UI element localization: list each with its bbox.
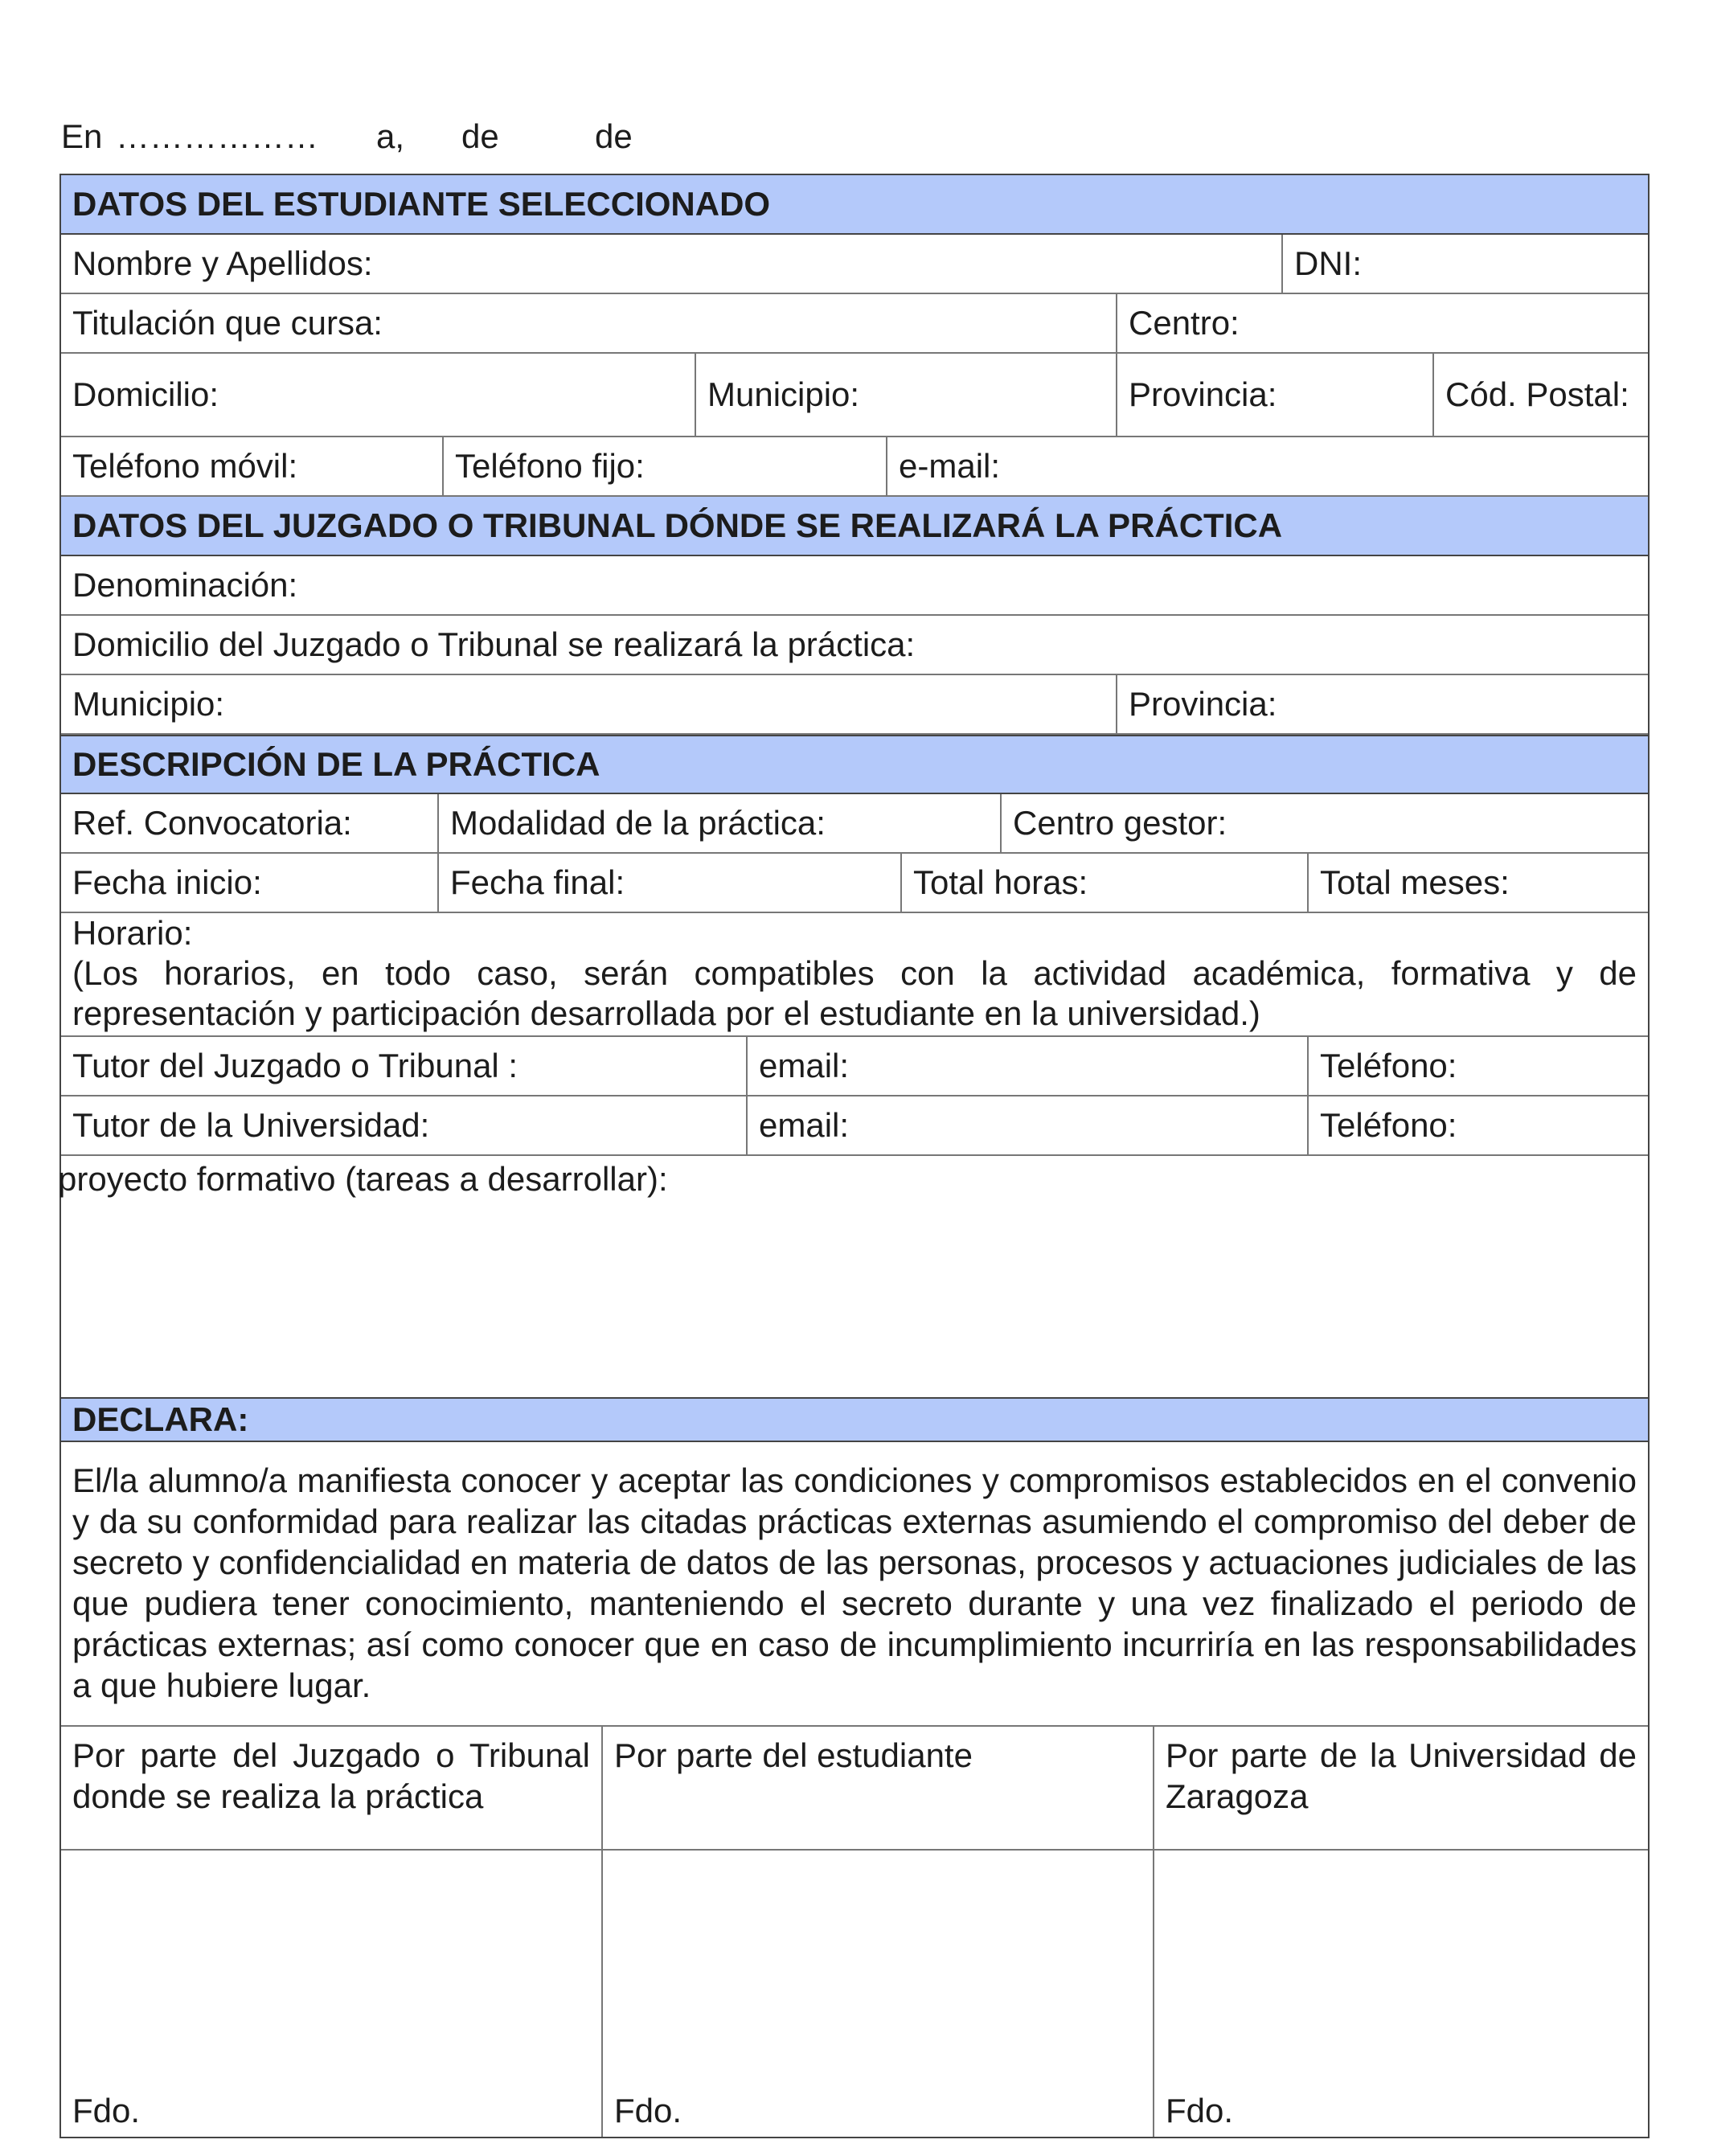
provincia-field[interactable]: Provincia: xyxy=(1116,354,1432,436)
practice-form xyxy=(59,174,1650,2138)
court-row-location xyxy=(61,675,1648,735)
date-en-label: En xyxy=(61,117,103,155)
domicilio-field[interactable]: Domicilio: xyxy=(72,375,219,413)
declara-text-row xyxy=(61,1442,1648,1727)
practice-row-ref xyxy=(61,794,1648,854)
court-domicilio-field[interactable]: Domicilio del Juzgado o Tribunal se realizará la práctica: xyxy=(72,625,916,663)
nombre-field[interactable]: Nombre y Apellidos: xyxy=(72,244,373,282)
court-row-denominacion xyxy=(61,556,1648,616)
practice-row-tutor-universidad xyxy=(61,1096,1648,1156)
horario-label: Horario: xyxy=(72,914,193,952)
practice-section-header xyxy=(61,735,1648,794)
sign-header-universidad-cell xyxy=(1153,1727,1648,1849)
court-section-title: DATOS DEL JUZGADO O TRIBUNAL DÓNDE SE REALIZARÁ LA PRÁCTICA xyxy=(72,506,1283,544)
tutor-universidad-field[interactable]: Tutor de la Universidad: xyxy=(72,1106,430,1144)
declara-section-title: DECLARA: xyxy=(72,1400,249,1438)
signature-boxes-row xyxy=(61,1851,1648,2137)
modalidad-field[interactable]: Modalidad de la práctica: xyxy=(437,794,1000,852)
tutor-juzgado-email-field[interactable]: email: xyxy=(746,1037,1307,1095)
sign-header-juzgado-cell xyxy=(61,1727,601,1849)
court-provincia-field[interactable]: Provincia: xyxy=(1116,675,1648,733)
sign-header-estudiante-cell xyxy=(601,1727,1153,1849)
fdo-juzgado-label: Fdo. xyxy=(72,2092,141,2129)
student-section-header xyxy=(61,175,1648,235)
cod-postal-field[interactable]: Cód. Postal: xyxy=(1432,354,1648,436)
student-row-name xyxy=(61,235,1648,294)
tutor-juzgado-telefono-field[interactable]: Teléfono: xyxy=(1307,1037,1648,1095)
dni-field[interactable]: DNI: xyxy=(1281,235,1648,293)
sign-header-estudiante: Por parte del estudiante xyxy=(614,1736,973,1774)
date-de-label-2: de xyxy=(595,117,633,155)
student-row-studies xyxy=(61,294,1648,354)
centro-gestor-field[interactable]: Centro gestor: xyxy=(1000,794,1648,852)
signature-box-universidad[interactable] xyxy=(1153,1851,1648,2137)
tutor-juzgado-field[interactable]: Tutor del Juzgado o Tribunal : xyxy=(72,1047,518,1084)
practice-section-title: DESCRIPCIÓN DE LA PRÁCTICA xyxy=(72,745,600,783)
horario-note: (Los horarios, en todo caso, serán compatibles con la actividad académica, formativa y de representación y participación desarrollada por el estudiante en la universidad.) xyxy=(72,954,1637,1032)
tutor-universidad-email-field[interactable]: email: xyxy=(746,1096,1307,1154)
titulacion-field[interactable]: Titulación que cursa: xyxy=(72,304,383,342)
ref-convocatoria-field[interactable]: Ref. Convocatoria: xyxy=(72,804,352,842)
date-place-blank[interactable]: ……………… xyxy=(116,117,318,155)
proyecto-formativo-area[interactable] xyxy=(58,1156,1648,1399)
fecha-final-field[interactable]: Fecha final: xyxy=(437,854,900,912)
fdo-estudiante-label: Fdo. xyxy=(614,2092,682,2129)
denominacion-field[interactable]: Denominación: xyxy=(72,566,298,604)
signature-headers-row xyxy=(61,1727,1648,1851)
proyecto-formativo-label: proyecto formativo (tareas a desarrollar): xyxy=(58,1160,668,1198)
practice-row-dates xyxy=(61,854,1648,913)
practice-row-tutor-juzgado xyxy=(61,1037,1648,1096)
fecha-inicio-field[interactable]: Fecha inicio: xyxy=(72,863,262,901)
total-meses-field[interactable]: Total meses: xyxy=(1307,854,1648,912)
tutor-universidad-telefono-field[interactable]: Teléfono: xyxy=(1307,1096,1648,1154)
declara-section-header xyxy=(61,1399,1648,1442)
sign-header-juzgado: Por parte del Juzgado o Tribunal donde se realiza la práctica xyxy=(72,1736,590,1815)
date-a-label: a, xyxy=(376,117,405,155)
student-row-contact xyxy=(61,437,1648,497)
court-row-domicilio xyxy=(61,616,1648,675)
declara-text: El/la alumno/a manifiesta conocer y aceptar las condiciones y compromisos establecidos en el convenio y da su conformidad para realizar las citadas prácticas externas asumiendo el compromiso del deber de secreto y confidencialidad en materia de datos de las personas, procesos y actuaciones judiciales de las que pudiera tener conocimiento, manteniendo el secreto durante y una vez finalizado el periodo de prácticas externas; así como conocer que en caso de incumplimiento incurriría en las responsabilidades a que hubiere lugar. xyxy=(72,1461,1637,1704)
date-de-label-1: de xyxy=(461,117,499,155)
signature-box-juzgado[interactable] xyxy=(61,1851,601,2137)
sign-header-universidad: Por parte de la Universidad de Zaragoza xyxy=(1166,1736,1637,1815)
fijo-field[interactable]: Teléfono fijo: xyxy=(442,437,886,495)
student-section-title: DATOS DEL ESTUDIANTE SELECCIONADO xyxy=(72,185,771,223)
student-row-address xyxy=(61,354,1648,437)
centro-field[interactable]: Centro: xyxy=(1116,294,1648,352)
court-section-header xyxy=(61,497,1648,556)
email-field[interactable]: e-mail: xyxy=(886,437,1648,495)
municipio-field[interactable]: Municipio: xyxy=(695,354,1116,436)
fdo-universidad-label: Fdo. xyxy=(1166,2092,1234,2129)
total-horas-field[interactable]: Total horas: xyxy=(900,854,1307,912)
movil-field[interactable]: Teléfono móvil: xyxy=(72,447,298,485)
signature-box-estudiante[interactable] xyxy=(601,1851,1153,2137)
court-municipio-field[interactable]: Municipio: xyxy=(72,685,225,723)
practice-row-horario[interactable] xyxy=(61,913,1648,1037)
